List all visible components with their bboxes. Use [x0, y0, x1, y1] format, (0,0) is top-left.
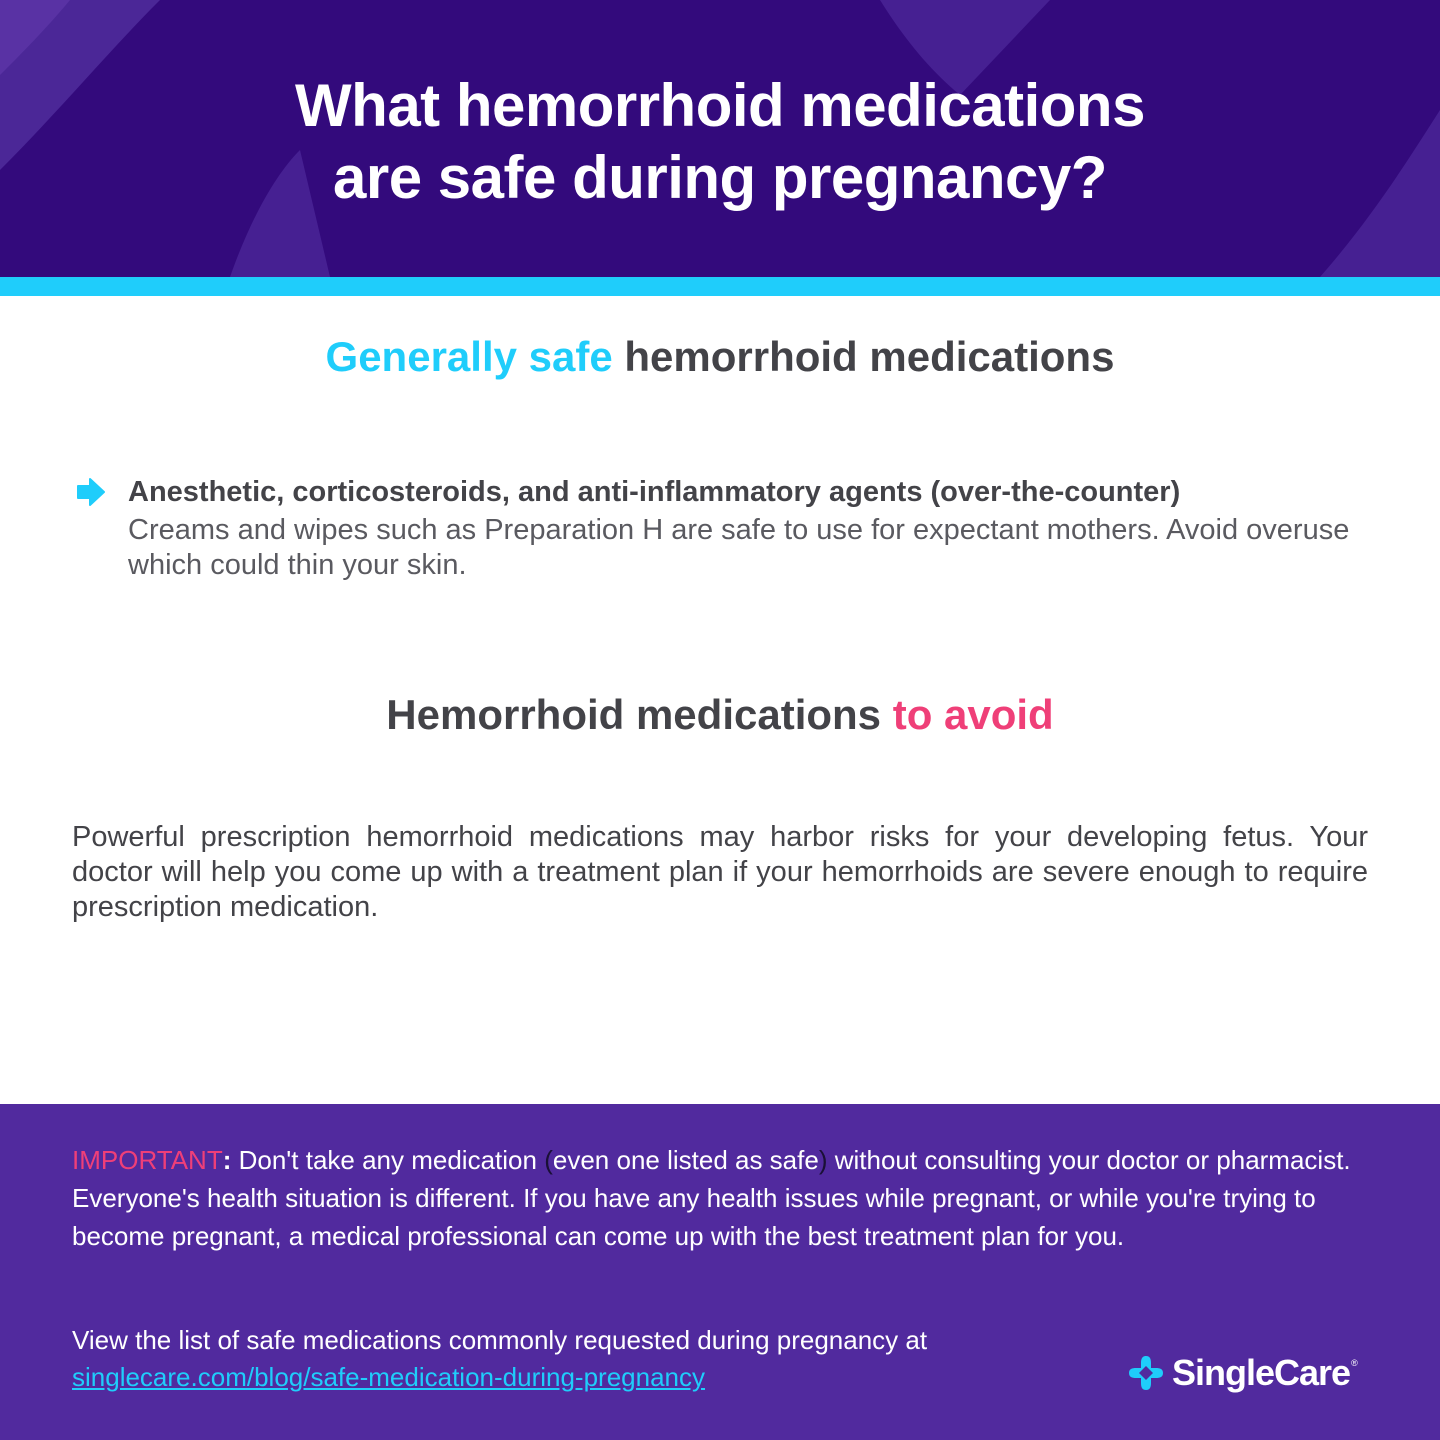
- singlecare-cross-icon: [1128, 1355, 1164, 1391]
- safe-medication-link[interactable]: singlecare.com/blog/safe-medication-during-pregnancy: [72, 1362, 706, 1392]
- important-notice: [72, 1141, 1402, 1255]
- safe-title-rest: hemorrhoid medications: [612, 333, 1115, 380]
- title-line-1: What hemorrhoid medications: [295, 72, 1145, 139]
- paren-close: ): [818, 1145, 828, 1175]
- safe-section-title: [0, 332, 1440, 382]
- header-banner: [0, 0, 1440, 277]
- important-paren-text: even one listed as safe: [552, 1145, 819, 1175]
- avoid-title-rest: Hemorrhoid medications: [386, 691, 893, 738]
- page-title: [0, 70, 1440, 214]
- accent-stripe: [0, 277, 1440, 296]
- safe-title-highlight: Generally safe: [325, 333, 613, 380]
- logo-text: SingleCare: [1172, 1352, 1351, 1393]
- avoid-section-title: [0, 690, 1440, 740]
- singlecare-logo: [1128, 1352, 1358, 1394]
- bullet-body: Creams and wipes such as Preparation H are safe to use for expectant mothers. Avoid overuse which could thin your skin.: [128, 514, 1350, 581]
- paren-open: (: [544, 1145, 553, 1175]
- title-line-2: are safe during pregnancy?: [333, 144, 1107, 211]
- important-text-part2: without consulting your doctor or pharmacist. Everyone's health situation is different. If you have any health issues while pregnant, or while you're trying to become pregnant, a medical professional can come up with the best treatment plan for you.: [72, 1145, 1351, 1251]
- important-text-part1: Don't take any medication: [231, 1145, 545, 1175]
- view-list-text: [72, 1322, 1022, 1396]
- avoid-section-body: Powerful prescription hemorrhoid medications may harbor risks for your developing fetus. Your doctor will help you come up with a treatment plan if your hemorrhoids are severe enough to require prescription medication.: [72, 821, 1368, 923]
- arrow-right-icon: [76, 478, 106, 506]
- important-colon: :: [222, 1145, 232, 1175]
- bullet-heading: Anesthetic, corticosteroids, and anti-inflammatory agents (over-the-counter): [128, 476, 1181, 508]
- avoid-title-highlight: to avoid: [892, 691, 1054, 738]
- view-list-label: View the list of safe medications commonly requested during pregnancy at: [72, 1325, 928, 1355]
- important-label: IMPORTANT: [72, 1145, 223, 1175]
- registered-mark: ®: [1351, 1358, 1358, 1368]
